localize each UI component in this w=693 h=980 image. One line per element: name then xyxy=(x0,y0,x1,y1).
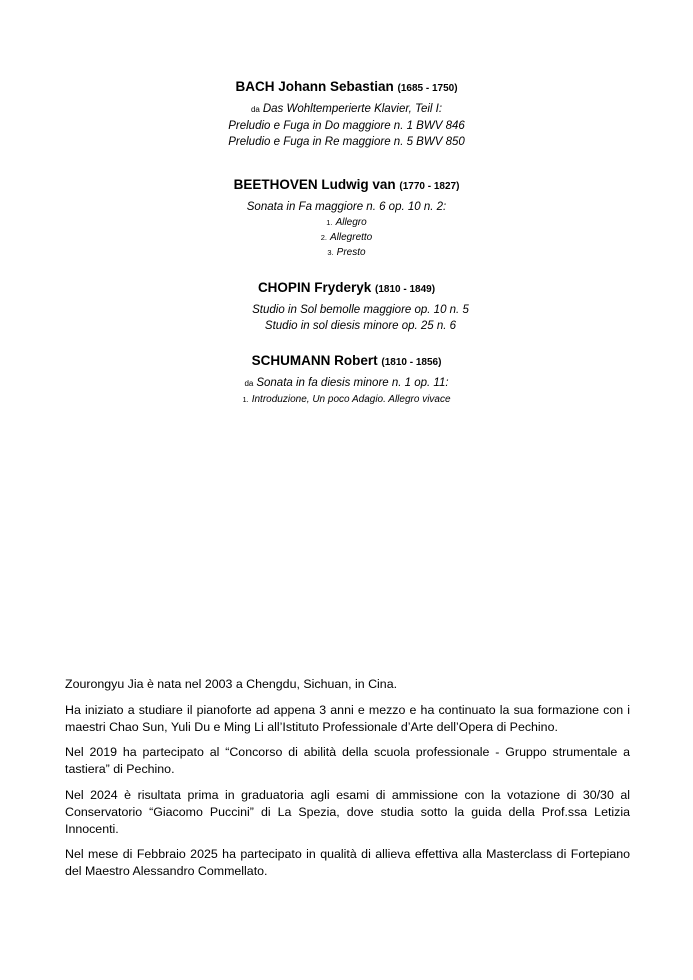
work-title-line xyxy=(0,375,693,392)
piece-bach xyxy=(0,78,693,150)
work-source xyxy=(0,101,693,118)
composer-dates: (1685 - 1750) xyxy=(397,83,458,94)
piece-schumann xyxy=(0,352,693,407)
bio-paragraph: Zourongyu Jia è nata nel 2003 a Chengdu, Sichuan, in Cina. xyxy=(65,677,398,691)
movement-item xyxy=(0,215,693,230)
composer-heading xyxy=(0,279,693,299)
movement-item xyxy=(0,245,693,260)
work-title: Sonata in fa diesis minore n. 1 op. 11: xyxy=(256,377,449,389)
bio-paragraph: Nel 2024 è risultata prima in graduatoria agli esami di ammissione con la votazione di 30/30 al Conservatorio “Giacomo Puccini” di La Spezia, dove studia sotto la guida della Prof.ssa Letizia Innocenti. xyxy=(65,787,630,836)
movement-number: 3. xyxy=(327,248,334,257)
bio-paragraph: Ha iniziato a studiare il pianoforte ad appena 3 anni e mezzo e ha continuato la sua formazione con i maestri Chao Sun, Yuli Du e Ming Li all’Istituto Professionale d’Arte dell’Opera di Pechino. xyxy=(65,702,630,734)
work-prefix: da xyxy=(250,105,260,114)
movement-title: Allegretto xyxy=(330,232,373,243)
work-title: Studio in Sol bemolle maggiore op. 10 n. 5 xyxy=(252,304,469,316)
piece-beethoven xyxy=(0,176,693,260)
composer-name: BEETHOVEN Ludwig van xyxy=(233,177,396,192)
composer-name: SCHUMANN Robert xyxy=(251,353,378,368)
movement-number: 1. xyxy=(242,395,249,404)
movement-item xyxy=(0,230,693,245)
movement-title: Presto xyxy=(336,247,366,258)
movement-number: 2. xyxy=(320,233,327,242)
composer-dates: (1810 - 1849) xyxy=(375,284,436,295)
movement-title: Allegro xyxy=(335,217,367,228)
composer-heading xyxy=(0,176,693,196)
work-title: Studio in sol diesis minore op. 25 n. 6 xyxy=(264,320,457,332)
work-source-title: Das Wohltemperierte Klavier, Teil I: xyxy=(262,103,443,115)
movement-item xyxy=(0,392,693,407)
composer-name: BACH Johann Sebastian xyxy=(235,79,394,94)
composer-name: CHOPIN Fryderyk xyxy=(257,280,372,295)
bio-paragraph: Nel 2019 ha partecipato al “Concorso di abilità della scuola professionale - Gruppo strumentale a tastiera” di Pechino. xyxy=(65,745,630,776)
work-title: Preludio e Fuga in Re maggiore n. 5 BWV 850 xyxy=(228,136,465,148)
work-title: Sonata in Fa maggiore n. 6 op. 10 n. 2: xyxy=(246,201,447,213)
bio-paragraph: Nel mese di Febbraio 2025 ha partecipato in qualità di allieva effettiva alla Masterclass di Fortepiano del Maestro Alessandro Commellato. xyxy=(65,847,630,878)
movement-title: Introduzione, Un poco Adagio. Allegro vivace xyxy=(251,394,451,405)
work-title: Preludio e Fuga in Do maggiore n. 1 BWV 846 xyxy=(228,120,465,132)
composer-heading xyxy=(0,78,693,98)
biography xyxy=(65,676,630,889)
piece-chopin xyxy=(0,279,693,334)
composer-dates: (1770 - 1827) xyxy=(399,181,460,192)
composer-heading xyxy=(0,352,693,372)
movement-number: 1. xyxy=(326,218,333,227)
work-prefix: da xyxy=(244,379,254,388)
composer-dates: (1810 - 1856) xyxy=(381,357,442,368)
